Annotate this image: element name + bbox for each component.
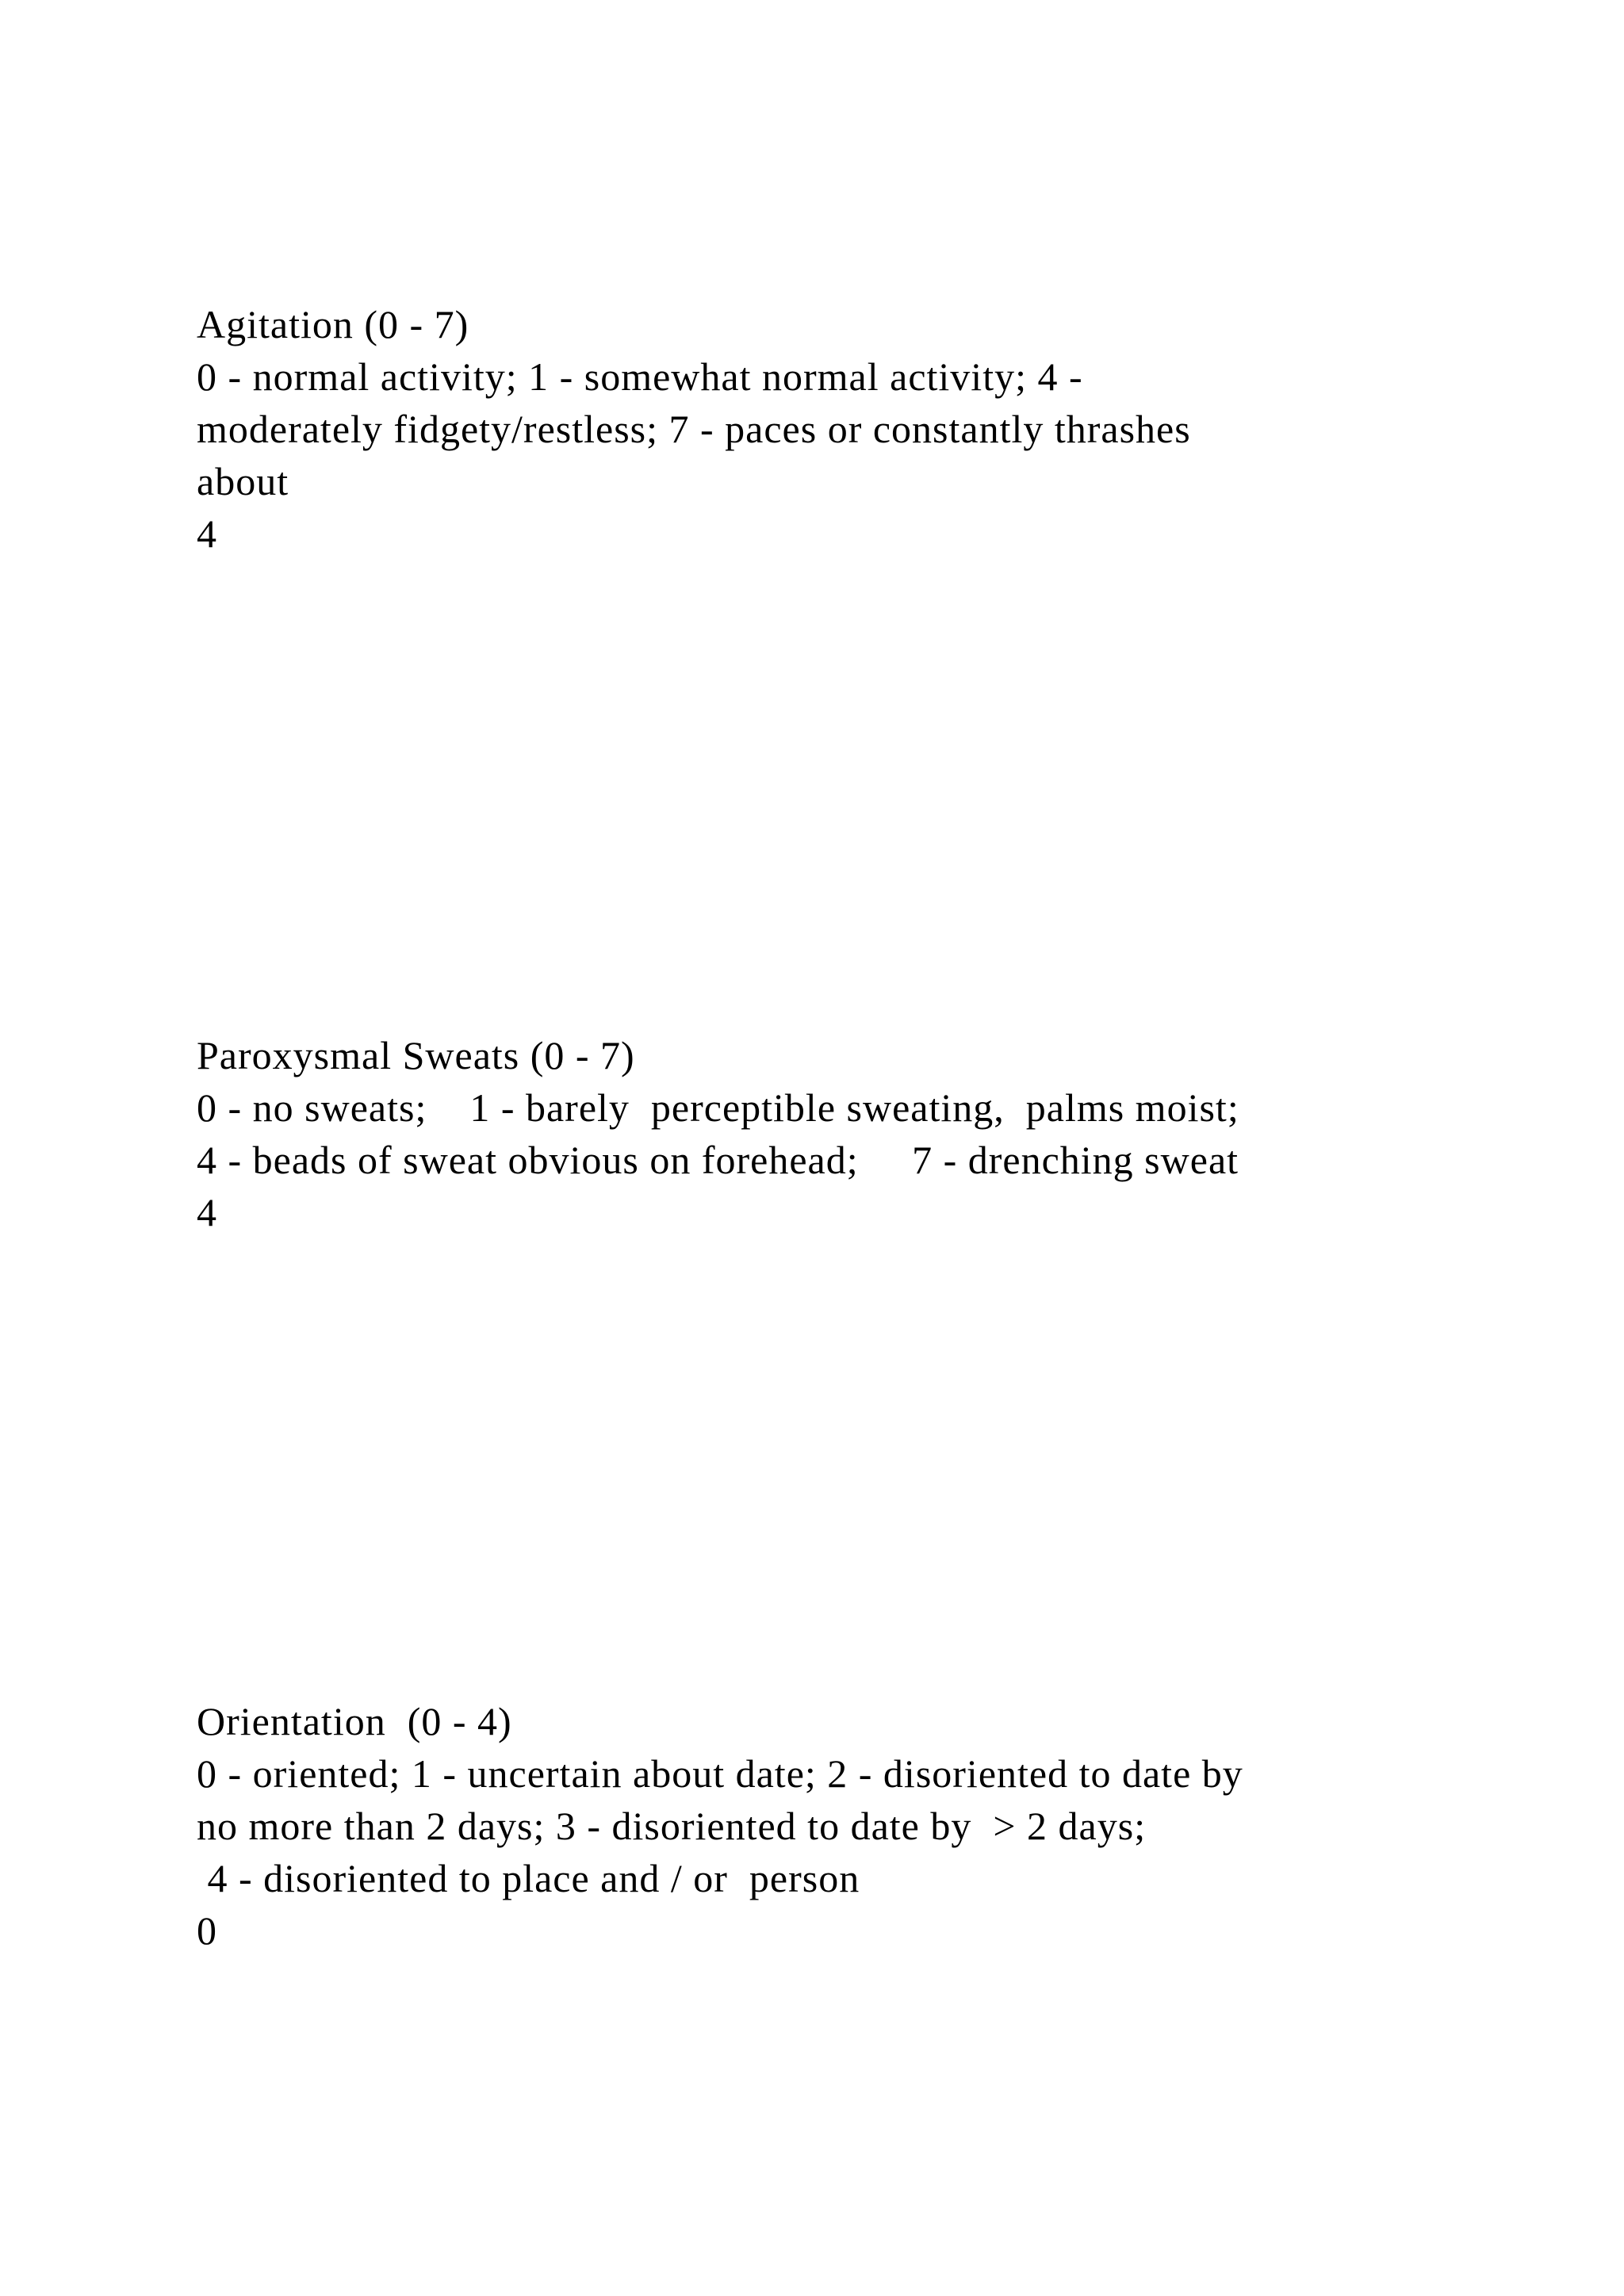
description-line: no more than 2 days; 3 - disoriented to date by > 2 days; xyxy=(197,1804,1147,1848)
score-value: 4 xyxy=(197,511,217,556)
description-line: moderately fidgety/restless; 7 - paces or constantly thrashes xyxy=(197,407,1191,451)
score-value: 0 xyxy=(197,1908,217,1953)
section-title: Paroxysmal Sweats (0 - 7) xyxy=(197,1033,635,1077)
description-line: 4 - beads of sweat obvious on forehead; 7 - drenching sweat xyxy=(197,1138,1239,1182)
description-line: 0 - no sweats; 1 - barely perceptible sweating, palms moist; xyxy=(197,1085,1239,1130)
description-line: 0 - normal activity; 1 - somewhat normal activity; 4 - xyxy=(197,354,1083,399)
agitation-section xyxy=(197,298,1465,560)
paroxysmal-sweats-section xyxy=(197,1029,1465,1238)
description-line: 4 - disoriented to place and / or person xyxy=(197,1856,860,1900)
description-line: 0 - oriented; 1 - uncertain about date; 2 - disoriented to date by xyxy=(197,1751,1243,1796)
orientation-section xyxy=(197,1695,1465,1957)
section-title: Agitation (0 - 7) xyxy=(197,302,469,346)
section-title: Orientation (0 - 4) xyxy=(197,1699,512,1743)
score-value: 4 xyxy=(197,1190,217,1234)
description-line: about xyxy=(197,459,289,503)
